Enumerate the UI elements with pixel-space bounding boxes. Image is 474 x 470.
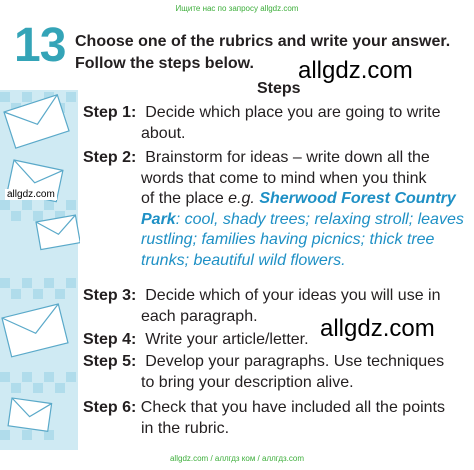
step-text: Check that you have included all the points [140,399,445,416]
step-text: about. [141,124,186,142]
watermark-small: allgdz.com [7,189,55,200]
step-2 [83,148,471,271]
step-text: words that come to mind when you think [141,169,427,187]
exercise-number: 13 [14,19,66,72]
steps-heading: Steps [257,80,301,97]
step-text: in the rubric. [141,419,230,437]
example-text: : cool, shady trees; relaxing stroll; leaves [175,210,464,228]
step-label: Step 6: [83,399,137,416]
step-6 [83,398,471,439]
example-text: rustling; families having picnics; thick tree [141,231,435,248]
step-text: Brainstorm for ideas – write down all the [145,149,430,166]
title-line-1: Choose one of the rubrics and write your answer. [75,33,451,50]
step-5 [83,352,471,393]
example-text: trunks; beautiful wild flowers. [141,251,346,269]
step-text: Develop your paragraphs. Use techniques [145,353,445,370]
bottom-watermark-note: allgdz.com / аллгдз ком / аллгдз.com [169,454,305,463]
step-label: Step 4: [83,331,137,348]
title-line-2: Follow the steps below. [75,55,254,72]
step-text: to bring your description alive. [141,373,354,391]
example-place: Sherwood Forest Country [259,190,456,207]
step-text: Decide which of your ideas you will use in [145,287,441,304]
example-place: Park [141,210,176,228]
step-1 [83,103,471,144]
step-text: of the place [141,190,229,207]
step-label: Step 5: [83,353,137,370]
watermark-mid: allgdz.com [320,315,435,342]
step-label: Step 3: [83,287,137,304]
step-text: Write your article/letter. [145,331,309,348]
watermark-top: allgdz.com [298,57,413,84]
top-watermark-note: Ищите нас по запросу allgdz.com [175,4,299,13]
step-text: Decide which place you are going to write [145,104,441,121]
step-label: Step 1: [83,104,137,121]
step-text: each paragraph. [141,307,258,325]
step-label: Step 2: [83,149,137,166]
step-4 [83,330,471,351]
eg-abbrev: e.g. [228,190,255,207]
